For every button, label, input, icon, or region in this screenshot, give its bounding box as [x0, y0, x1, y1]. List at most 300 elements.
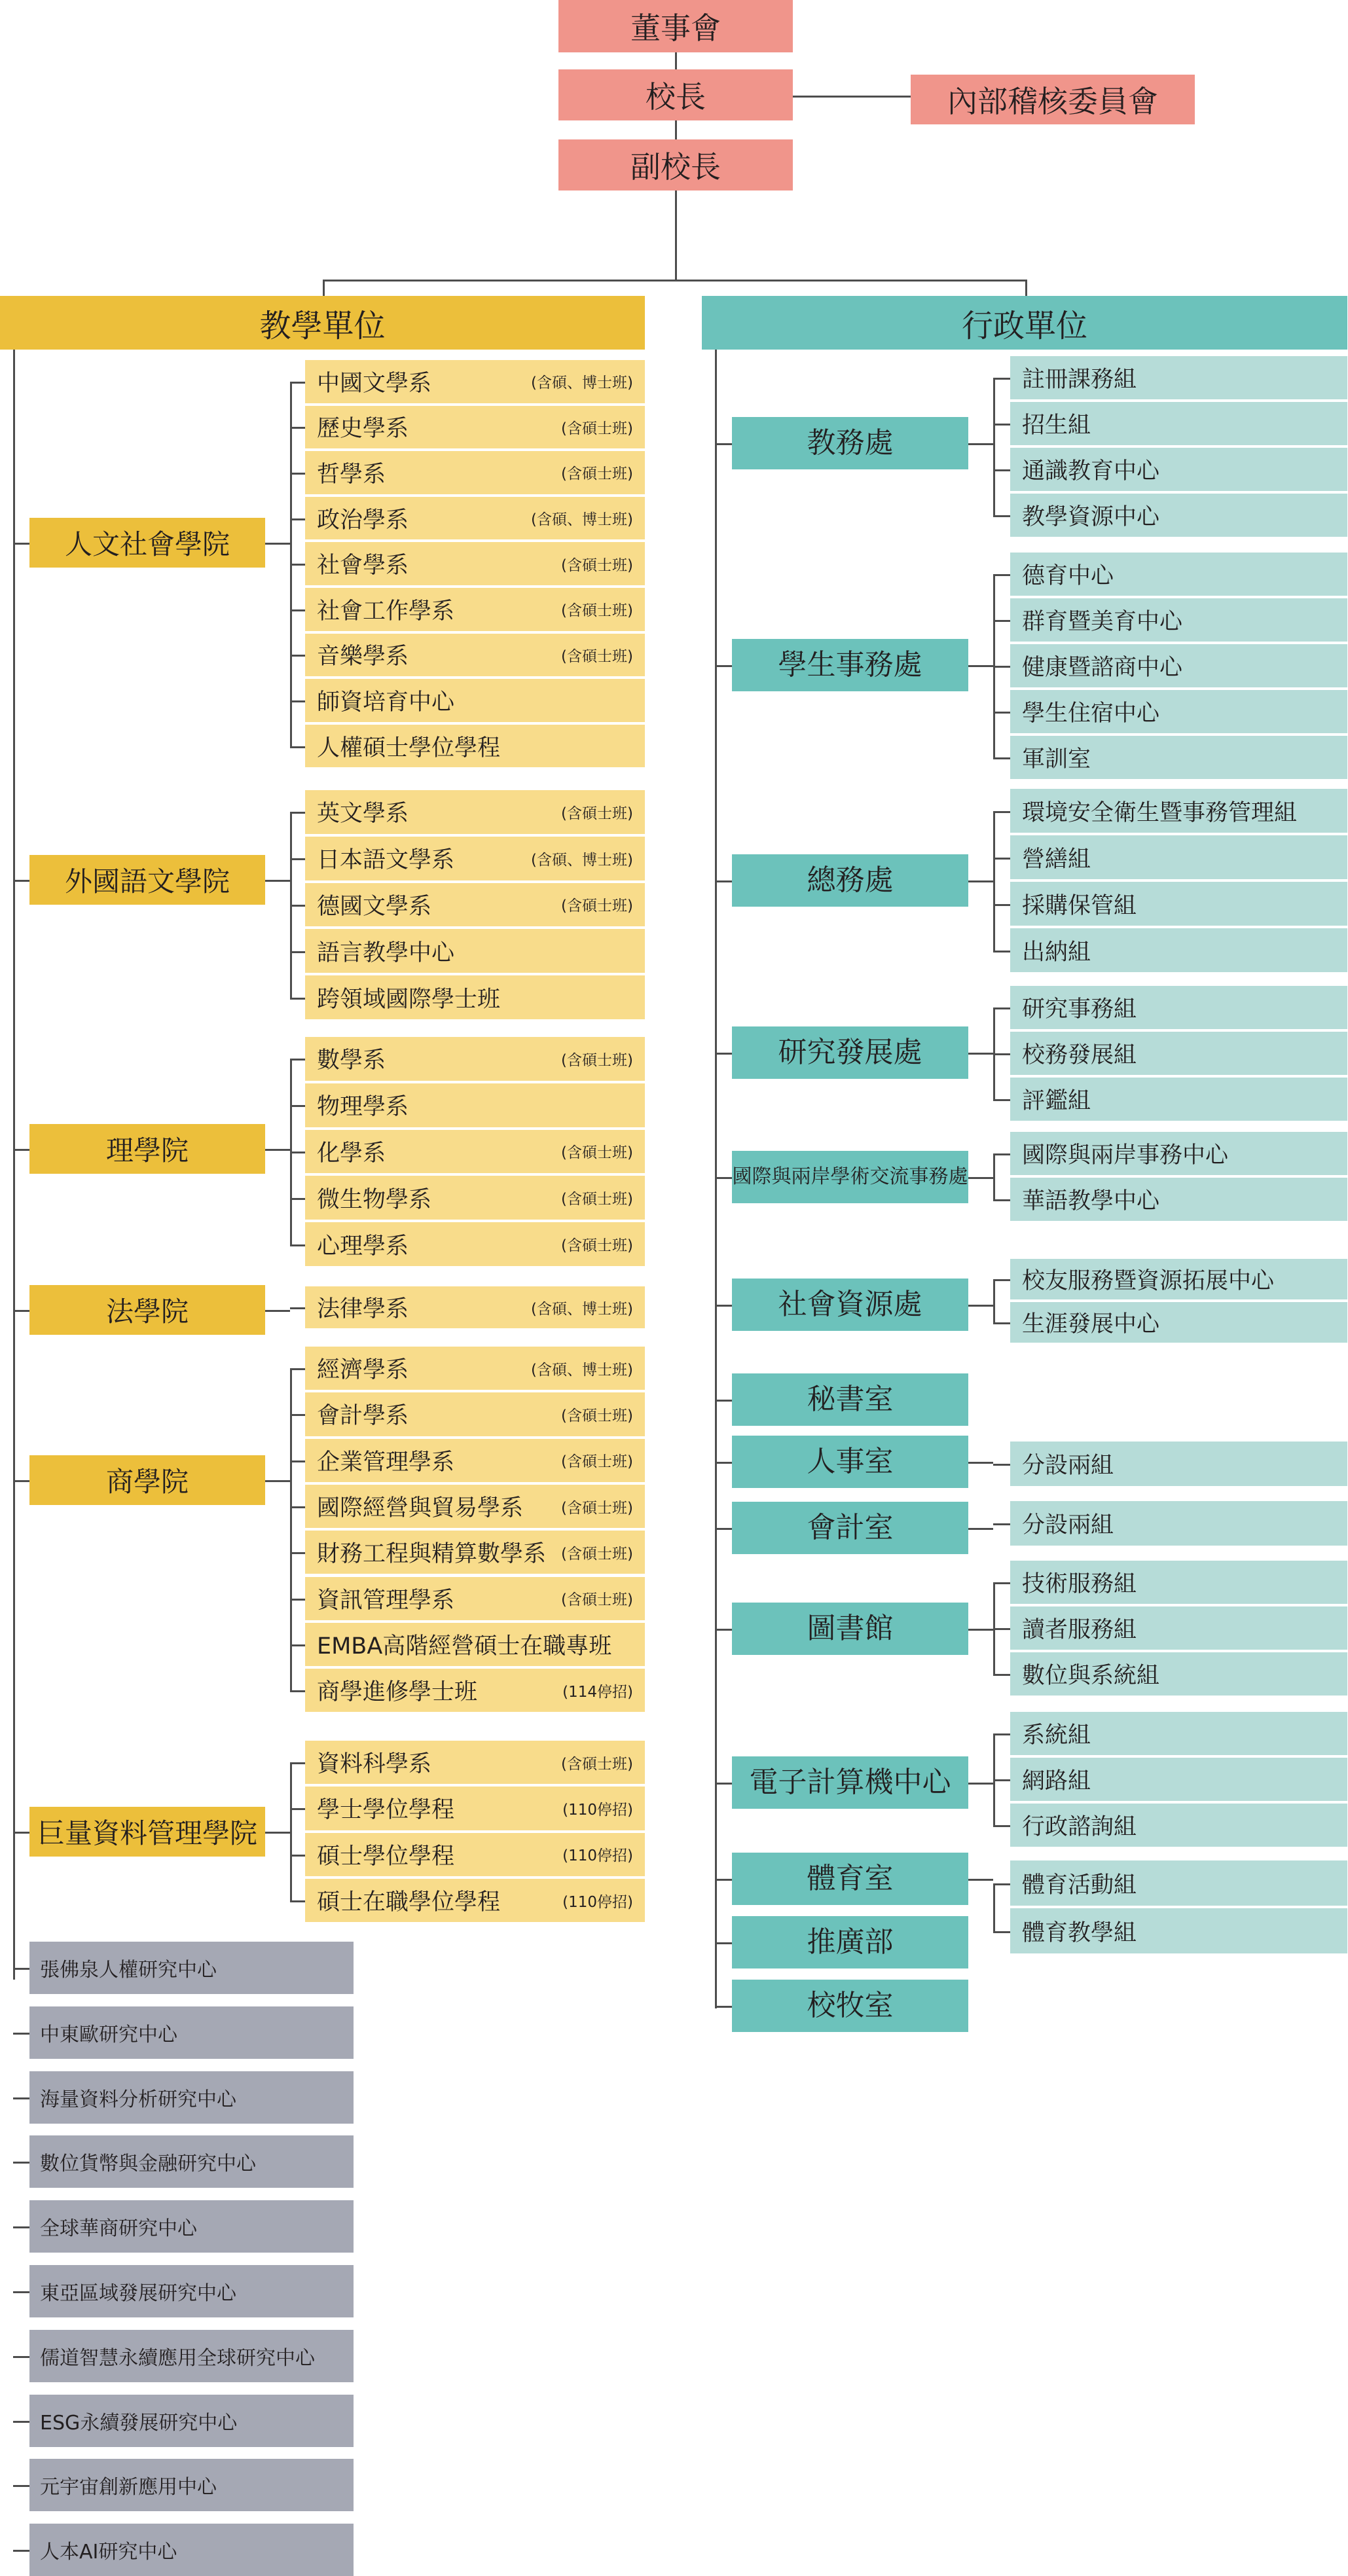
office-box	[732, 854, 968, 907]
dept-tick-line	[290, 1414, 305, 1416]
dept-tick-line	[290, 858, 305, 860]
college-connector-line	[265, 543, 290, 545]
dept-note: (含碩士班)	[561, 1191, 633, 1208]
admin-unit-name: 系統組	[1022, 1722, 1091, 1749]
office-name: 人事室	[807, 1444, 894, 1478]
dept-note: (含碩士班)	[561, 1499, 633, 1517]
dept-row	[305, 406, 645, 449]
admin-unit-row	[1010, 1132, 1347, 1175]
dept-tick-line	[290, 518, 305, 520]
admin-unit-name: 招生組	[1022, 412, 1091, 439]
center-tick-line	[13, 2033, 29, 2035]
college-connector-line	[265, 880, 290, 882]
dept-row	[305, 790, 645, 834]
office-box	[732, 1603, 968, 1655]
dept-row	[305, 837, 645, 880]
admin-unit-row	[1010, 1561, 1347, 1604]
dept-name: 碩士學位學程	[317, 1843, 455, 1870]
center-tick-line	[13, 2421, 29, 2423]
dept-tick-line	[290, 382, 305, 384]
research-center-name: 海量資料分析研究中心	[40, 2088, 236, 2111]
college-name: 人文社會學院	[64, 528, 230, 560]
office-connector-line	[968, 1053, 993, 1055]
dept-name: 心理學系	[317, 1233, 409, 1260]
dept-name: 跨領域國際學士班	[317, 986, 501, 1013]
dept-note: (含碩、博士班)	[531, 851, 633, 869]
unit-tick-line	[993, 951, 1010, 952]
dept-tick-line	[290, 1599, 305, 1601]
research-center	[29, 2395, 354, 2447]
dept-name: 會計學系	[317, 1403, 409, 1430]
office-tick-line	[715, 1053, 732, 1055]
unit-tick-line	[993, 1733, 1010, 1735]
dept-row	[305, 588, 645, 631]
research-center	[29, 1942, 354, 1994]
research-center-name: 人本AI研究中心	[40, 2541, 177, 2564]
office-tick-line	[715, 443, 732, 445]
admin-unit-row	[1010, 1758, 1347, 1801]
unit-tick-line	[993, 1674, 1010, 1676]
center-tick-line	[13, 2485, 29, 2487]
admin-unit-name: 註冊課務組	[1022, 367, 1137, 393]
dept-row	[305, 1787, 645, 1830]
research-center-name: 中東歐研究中心	[40, 2023, 177, 2046]
admin-unit-row	[1010, 1712, 1347, 1755]
dept-row	[305, 679, 645, 722]
research-center-name: 東亞區域發展研究中心	[40, 2282, 236, 2305]
unit-tick-line	[993, 1153, 1010, 1155]
dept-row	[305, 1286, 645, 1328]
unit-bracket-line	[993, 1883, 995, 1933]
college-name: 理學院	[105, 1134, 189, 1167]
dept-note: (含碩士班)	[561, 556, 633, 574]
unit-tick-line	[993, 1582, 1010, 1584]
dept-name: 法律學系	[317, 1296, 409, 1322]
admin-unit-name: 生涯發展中心	[1022, 1311, 1160, 1337]
research-center	[29, 2265, 354, 2317]
unit-tick-line	[993, 1931, 1010, 1933]
office-name: 圖書館	[807, 1611, 894, 1645]
office-tick-line	[715, 1177, 732, 1179]
dept-note: (含碩士班)	[561, 1591, 633, 1609]
unit-bracket-line	[993, 378, 995, 517]
dept-row	[305, 542, 645, 585]
admin-trunk-line	[715, 350, 717, 2008]
dept-tick-line	[290, 564, 305, 566]
dept-tick-line	[290, 1762, 305, 1764]
admin-unit-row	[1010, 736, 1347, 779]
dept-note: (含碩、博士班)	[531, 1300, 633, 1318]
admin-unit-row	[1010, 553, 1347, 596]
dept-tick-line	[290, 1644, 305, 1646]
college-tick-line	[13, 1310, 29, 1312]
admin-unit-name: 行政諮詢組	[1022, 1814, 1137, 1840]
dept-tick-line	[290, 700, 305, 702]
unit-tick-line	[993, 1628, 1010, 1630]
office-connector-line	[968, 1305, 993, 1307]
dept-bracket-line	[290, 1762, 292, 1902]
dept-row	[305, 1669, 645, 1712]
office-connector-line	[968, 665, 993, 667]
dept-note: (110停招)	[562, 1893, 633, 1911]
dept-name: 財務工程與精算數學系	[317, 1541, 547, 1568]
unit-tick-line	[993, 620, 1010, 622]
unit-tick-line	[993, 1883, 1010, 1885]
dept-tick-line	[290, 951, 305, 953]
dept-tick-line	[290, 609, 305, 611]
college-name: 商學院	[105, 1466, 189, 1498]
dept-note: (含碩士班)	[561, 465, 633, 483]
admin-unit-name: 通識教育中心	[1022, 458, 1160, 484]
college-name: 外國語文學院	[64, 865, 230, 898]
admin-units-header: 行政單位	[702, 296, 1347, 350]
dept-tick-line	[290, 655, 305, 657]
dept-note: (含碩士班)	[561, 1755, 633, 1773]
office-name: 社會資源處	[778, 1287, 922, 1321]
dept-name: 日本語文學系	[317, 847, 455, 874]
admin-unit-name: 分設兩組	[1022, 1512, 1114, 1538]
dept-row	[305, 1176, 645, 1220]
admin-unit-name: 校友服務暨資源拓展中心	[1022, 1268, 1275, 1294]
research-center-name: 全球華商研究中心	[40, 2217, 197, 2241]
dept-row	[305, 1222, 645, 1266]
research-center	[29, 2135, 354, 2188]
office-name: 體育室	[807, 1861, 894, 1895]
admin-unit-row	[1010, 1860, 1347, 1906]
admin-unit-name: 體育活動組	[1022, 1872, 1137, 1898]
unit-tick-line	[993, 469, 1010, 471]
dept-row	[305, 1485, 645, 1528]
dept-row	[305, 725, 645, 768]
dept-name: 哲學系	[317, 461, 386, 488]
president-to-vice-line	[675, 120, 677, 139]
admin-unit-name: 評鑑組	[1022, 1088, 1091, 1114]
unit-tick-line	[993, 574, 1010, 576]
admin-unit-name: 讀者服務組	[1022, 1617, 1137, 1643]
dept-row	[305, 1741, 645, 1784]
office-tick-line	[715, 1879, 732, 1881]
admin-unit-name: 群育暨美育中心	[1022, 609, 1183, 635]
dept-tick-line	[290, 1506, 305, 1508]
dept-tick-line	[290, 998, 305, 1000]
dept-name: EMBA高階經營碩士在職專班	[317, 1633, 612, 1660]
dept-row	[305, 360, 645, 403]
office-tick-line	[715, 665, 732, 667]
office-box	[732, 1980, 968, 2032]
dept-note: (含碩士班)	[561, 1407, 633, 1424]
unit-tick-line	[993, 811, 1010, 813]
admin-unit-row	[1010, 448, 1347, 491]
admin-unit-name: 學生住宿中心	[1022, 700, 1160, 727]
dept-name: 學士學位學程	[317, 1797, 455, 1824]
office-box	[732, 1279, 968, 1331]
dept-name: 社會學系	[317, 553, 409, 579]
dept-name: 數學系	[317, 1047, 386, 1074]
unit-tick-line	[993, 1199, 1010, 1201]
admin-unit-name: 網路組	[1022, 1768, 1091, 1794]
dept-tick-line	[290, 812, 305, 814]
admin-unit-row	[1010, 356, 1347, 399]
unit-tick-line	[993, 1523, 1010, 1525]
dept-tick-line	[290, 1307, 305, 1309]
unit-tick-line	[993, 858, 1010, 860]
dept-note: (含碩士班)	[561, 805, 633, 822]
teaching-drop-line	[323, 280, 325, 296]
office-name: 會計室	[807, 1510, 894, 1544]
research-center	[29, 2200, 354, 2253]
unit-bracket-line	[993, 811, 995, 952]
unit-tick-line	[993, 1825, 1010, 1827]
office-box	[732, 1756, 968, 1809]
dept-tick-line	[290, 1900, 305, 1902]
college-name: 巨量資料管理學院	[37, 1817, 257, 1849]
president-to-audit-line	[793, 96, 911, 98]
dept-name: 商學進修學士班	[317, 1679, 478, 1706]
office-box	[732, 1502, 968, 1554]
dept-note: (含碩、博士班)	[531, 1361, 633, 1379]
dept-note: (含碩士班)	[561, 602, 633, 620]
office-name: 推廣部	[807, 1925, 894, 1959]
admin-unit-row	[1010, 1652, 1347, 1696]
research-center	[29, 2524, 354, 2576]
board-to-president-line	[675, 52, 677, 69]
admin-unit-name: 體育教學組	[1022, 1919, 1137, 1946]
office-name: 校牧室	[807, 1988, 894, 2022]
dept-tick-line	[290, 1152, 305, 1153]
branch-horizontal-line	[323, 280, 1027, 281]
unit-bracket-line	[993, 1279, 995, 1324]
college-tick-line	[13, 880, 29, 882]
office-name: 國際與兩岸學術交流事務處	[732, 1165, 968, 1188]
teaching-units-header: 教學單位	[0, 296, 645, 350]
admin-unit-name: 出納組	[1022, 939, 1091, 966]
unit-tick-line	[993, 904, 1010, 906]
dept-row	[305, 1833, 645, 1876]
admin-unit-row	[1010, 1302, 1347, 1343]
college-box	[29, 1124, 265, 1174]
admin-unit-row	[1010, 882, 1347, 926]
research-center-name: 元宇宙創新應用中心	[40, 2476, 217, 2499]
office-tick-line	[715, 1942, 732, 1944]
dept-note: (含碩、博士班)	[531, 511, 633, 529]
dept-note: (含碩士班)	[561, 1237, 633, 1255]
admin-unit-row	[1010, 494, 1347, 537]
office-name: 學生事務處	[778, 647, 922, 681]
dept-name: 師資培育中心	[317, 689, 455, 716]
office-box	[732, 1916, 968, 1968]
center-tick-line	[13, 2097, 29, 2099]
admin-unit-name: 華語教學中心	[1022, 1188, 1160, 1214]
dept-tick-line	[290, 1460, 305, 1462]
dept-name: 企業管理學系	[317, 1449, 455, 1476]
dept-name: 人權碩士學位學程	[317, 735, 501, 761]
college-connector-line	[265, 1149, 290, 1151]
college-connector-line	[265, 1480, 290, 1482]
dept-tick-line	[290, 1105, 305, 1107]
office-connector-line	[968, 1462, 993, 1464]
office-tick-line	[715, 1400, 732, 1402]
dept-row	[305, 1083, 645, 1127]
admin-unit-row	[1010, 1606, 1347, 1650]
office-connector-line	[968, 1783, 993, 1785]
dept-note: (含碩士班)	[561, 647, 633, 665]
office-name: 總務處	[807, 863, 894, 897]
unit-tick-line	[993, 1322, 1010, 1324]
office-name: 電子計算機中心	[749, 1765, 951, 1799]
admin-unit-name: 校務發展組	[1022, 1042, 1137, 1068]
office-box	[732, 417, 968, 469]
office-name: 秘書室	[807, 1382, 894, 1416]
college-box	[29, 1807, 265, 1857]
dept-row	[305, 1130, 645, 1174]
dept-tick-line	[290, 427, 305, 429]
admin-unit-row	[1010, 1908, 1347, 1953]
dept-row	[305, 1623, 645, 1666]
admin-unit-row	[1010, 1259, 1347, 1299]
dept-note: (114停招)	[562, 1683, 633, 1701]
office-name: 教務處	[807, 426, 894, 460]
board-box: 董事會	[558, 0, 793, 52]
admin-unit-row	[1010, 598, 1347, 642]
unit-tick-line	[993, 1053, 1010, 1055]
dept-name: 資料科學系	[317, 1751, 432, 1778]
admin-unit-name: 軍訓室	[1022, 746, 1091, 772]
college-name: 法學院	[105, 1296, 189, 1328]
unit-tick-line	[993, 666, 1010, 668]
dept-row	[305, 1577, 645, 1620]
dept-note: (含碩士班)	[561, 420, 633, 437]
office-box	[732, 1853, 968, 1905]
dept-row	[305, 497, 645, 540]
president-box: 校長	[558, 69, 793, 120]
dept-note: (含碩士班)	[561, 898, 633, 915]
college-tick-line	[13, 1832, 29, 1834]
dept-tick-line	[290, 473, 305, 475]
office-connector-line	[968, 443, 993, 445]
dept-tick-line	[290, 746, 305, 748]
admin-unit-name: 分設兩組	[1022, 1453, 1114, 1479]
dept-name: 社會工作學系	[317, 598, 455, 625]
admin-unit-row	[1010, 1804, 1347, 1847]
dept-tick-line	[290, 1855, 305, 1857]
college-box	[29, 518, 265, 568]
office-box	[732, 639, 968, 691]
dept-name: 語言教學中心	[317, 939, 455, 966]
dept-row	[305, 634, 645, 677]
office-tick-line	[715, 1462, 732, 1464]
center-tick-line	[13, 1968, 29, 1970]
dept-row	[305, 1037, 645, 1081]
admin-unit-row	[1010, 402, 1347, 445]
dept-row	[305, 975, 645, 1019]
unit-tick-line	[993, 712, 1010, 714]
dept-tick-line	[290, 1059, 305, 1061]
admin-unit-row	[1010, 1078, 1347, 1121]
office-box	[732, 1373, 968, 1426]
admin-unit-row	[1010, 1501, 1347, 1546]
unit-tick-line	[993, 1464, 1010, 1466]
vice-president-box: 副校長	[558, 139, 793, 190]
research-center-name: 數位貨幣與金融研究中心	[40, 2152, 256, 2176]
dept-name: 歷史學系	[317, 416, 409, 443]
research-center-name: ESG永續發展研究中心	[40, 2411, 238, 2435]
admin-unit-name: 採購保管組	[1022, 892, 1137, 919]
admin-unit-name: 國際與兩岸事務中心	[1022, 1142, 1229, 1169]
admin-unit-name: 數位與系統組	[1022, 1663, 1160, 1689]
dept-row	[305, 1392, 645, 1436]
admin-unit-row	[1010, 1442, 1347, 1486]
admin-unit-row	[1010, 1032, 1347, 1075]
dept-name: 化學系	[317, 1140, 386, 1167]
dept-name: 微生物學系	[317, 1186, 432, 1213]
admin-unit-row	[1010, 835, 1347, 879]
office-tick-line	[715, 880, 732, 882]
admin-unit-name: 德育中心	[1022, 563, 1114, 589]
dept-name: 國際經營與貿易學系	[317, 1495, 524, 1522]
admin-unit-row	[1010, 986, 1347, 1029]
admin-unit-row	[1010, 928, 1347, 972]
center-tick-line	[13, 2550, 29, 2552]
dept-tick-line	[290, 905, 305, 907]
office-connector-line	[968, 1629, 993, 1631]
admin-unit-name: 技術服務組	[1022, 1571, 1137, 1597]
college-connector-line	[265, 1832, 290, 1834]
dept-note: (110停招)	[562, 1801, 633, 1819]
teaching-trunk-line	[13, 350, 15, 1980]
research-center-name: 張佛泉人權研究中心	[40, 1959, 217, 1982]
dept-row	[305, 1347, 645, 1390]
office-tick-line	[715, 1629, 732, 1631]
center-tick-line	[13, 2162, 29, 2164]
office-connector-line	[968, 1177, 993, 1179]
admin-drop-line	[1025, 280, 1027, 296]
research-center	[29, 2071, 354, 2124]
dept-tick-line	[290, 1552, 305, 1554]
dept-name: 碩士在職學位學程	[317, 1889, 501, 1916]
college-box	[29, 1455, 265, 1505]
audit-committee-box: 內部稽核委員會	[911, 75, 1195, 124]
office-name: 研究發展處	[778, 1035, 922, 1069]
dept-name: 中國文學系	[317, 370, 432, 397]
dept-tick-line	[290, 1808, 305, 1810]
unit-tick-line	[993, 1279, 1010, 1281]
dept-row	[305, 883, 645, 927]
dept-tick-line	[290, 1244, 305, 1246]
research-center	[29, 2459, 354, 2511]
college-box	[29, 1285, 265, 1335]
admin-unit-name: 研究事務組	[1022, 996, 1137, 1023]
dept-note: (含碩士班)	[561, 1545, 633, 1563]
dept-row	[305, 1879, 645, 1922]
office-connector-line	[968, 1879, 993, 1881]
dept-row	[305, 1439, 645, 1482]
dept-tick-line	[290, 1690, 305, 1692]
college-tick-line	[13, 1149, 29, 1151]
dept-name: 德國文學系	[317, 893, 432, 920]
research-center-name: 儒道智慧永續應用全球研究中心	[40, 2346, 315, 2370]
college-connector-line	[265, 1310, 290, 1312]
vice-down-line	[675, 190, 677, 280]
office-box	[732, 1151, 968, 1203]
dept-name: 物理學系	[317, 1094, 409, 1121]
unit-tick-line	[993, 1779, 1010, 1781]
college-tick-line	[13, 1480, 29, 1482]
dept-note: (含碩士班)	[561, 1144, 633, 1162]
unit-tick-line	[993, 1099, 1010, 1101]
admin-unit-name: 教學資源中心	[1022, 504, 1160, 530]
office-box	[732, 1436, 968, 1488]
admin-unit-name: 健康暨諮商中心	[1022, 655, 1183, 681]
